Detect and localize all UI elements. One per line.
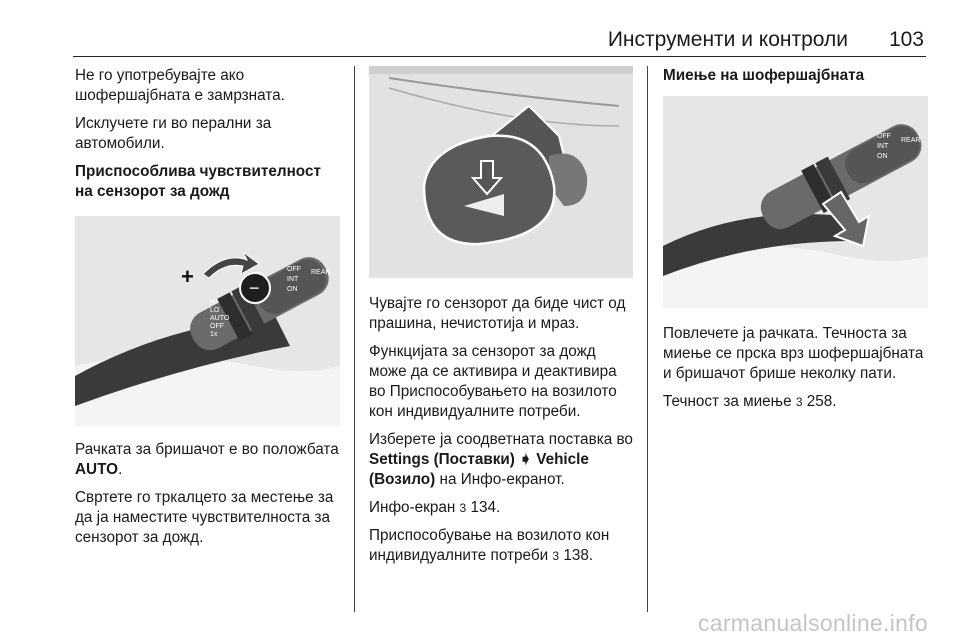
lever-label: REAR <box>311 269 331 276</box>
lever-label: INT <box>287 276 299 283</box>
lever-label: OFF <box>210 323 224 330</box>
page-reference-icon: 3 <box>459 501 467 515</box>
lever-label: LO <box>210 307 220 314</box>
lever-label: REAR <box>901 137 921 144</box>
menu-arrow-icon: ➧ <box>519 451 532 468</box>
column-right <box>663 66 928 420</box>
minus-sign: − <box>249 278 260 298</box>
paragraph: Чувајте го сензорот да биде чист од прашина, нечистотија и мраз. <box>369 295 626 332</box>
paragraph: Инфо-екран 3 134. <box>369 499 501 516</box>
lever-label: HI <box>210 299 217 306</box>
paragraph: Свртете го тркалцето за местење за да ја наместите чувствителноста за сензорот за дожд. <box>75 489 334 546</box>
sensor-illustration <box>369 66 633 278</box>
lever-label: ON <box>287 286 298 293</box>
page-number: 103 <box>888 28 924 51</box>
paragraph: Изберете ја соодветната поставка во Settings (Поставки) ➧ Vehicle (Возило) на Инфо-екранот. <box>369 431 633 488</box>
lever-illustration <box>75 216 340 426</box>
paragraph: Исклучете ги во перални за автомобили. <box>75 115 272 152</box>
column-divider <box>354 66 355 612</box>
lever-label: 1x <box>210 331 218 338</box>
menu-vehicle: Vehicle (Возило) <box>369 451 589 488</box>
page-reference-icon: 3 <box>795 395 803 409</box>
paragraph: Течност за миење 3 258. <box>663 393 837 410</box>
lever-label: INT <box>877 143 889 150</box>
lever-label: ON <box>877 153 888 160</box>
figure-rain-sensor <box>369 66 633 278</box>
column-divider <box>647 66 648 612</box>
section-heading: Приспособлива чувствителност на сензорот за дожд <box>75 163 321 200</box>
figure-washer-lever <box>663 96 928 308</box>
lever-label: AUTO <box>210 315 230 322</box>
column-left <box>75 66 340 556</box>
paragraph: Рачката за бришачот е во положбата AUTO. <box>75 441 339 478</box>
paragraph: Повлечете ја рачката. Течноста за миење се прска врз шофершајбната и бришачот брише неколку пати. <box>663 325 924 382</box>
plus-sign: + <box>181 264 194 289</box>
watermark: carmanualsonline.info <box>697 610 928 636</box>
menu-settings: Settings (Поставки) <box>369 451 515 468</box>
mode-auto: AUTO <box>75 461 119 478</box>
paragraph: Не го употребувајте ако шофершајбната е замрзната. <box>75 67 285 104</box>
section-title: Инструменти и контроли <box>607 28 848 51</box>
lever-label: OFF <box>287 266 301 273</box>
column-middle <box>369 66 633 574</box>
page-header <box>73 26 926 57</box>
page-reference-icon: 3 <box>552 549 560 563</box>
paragraph: Функцијата за сензорот за дожд може да се активира и деактивира во Приспособувањето на возилото кон индивидуалните потреби. <box>369 343 617 420</box>
washer-lever-illustration <box>663 96 928 308</box>
lever-label: OFF <box>877 133 891 140</box>
figure-rain-sensor-lever <box>75 216 340 426</box>
paragraph: Приспособување на возилото кон индивидуалните потреби 3 138. <box>369 527 610 564</box>
section-heading: Миење на шофершајбната <box>663 67 865 84</box>
